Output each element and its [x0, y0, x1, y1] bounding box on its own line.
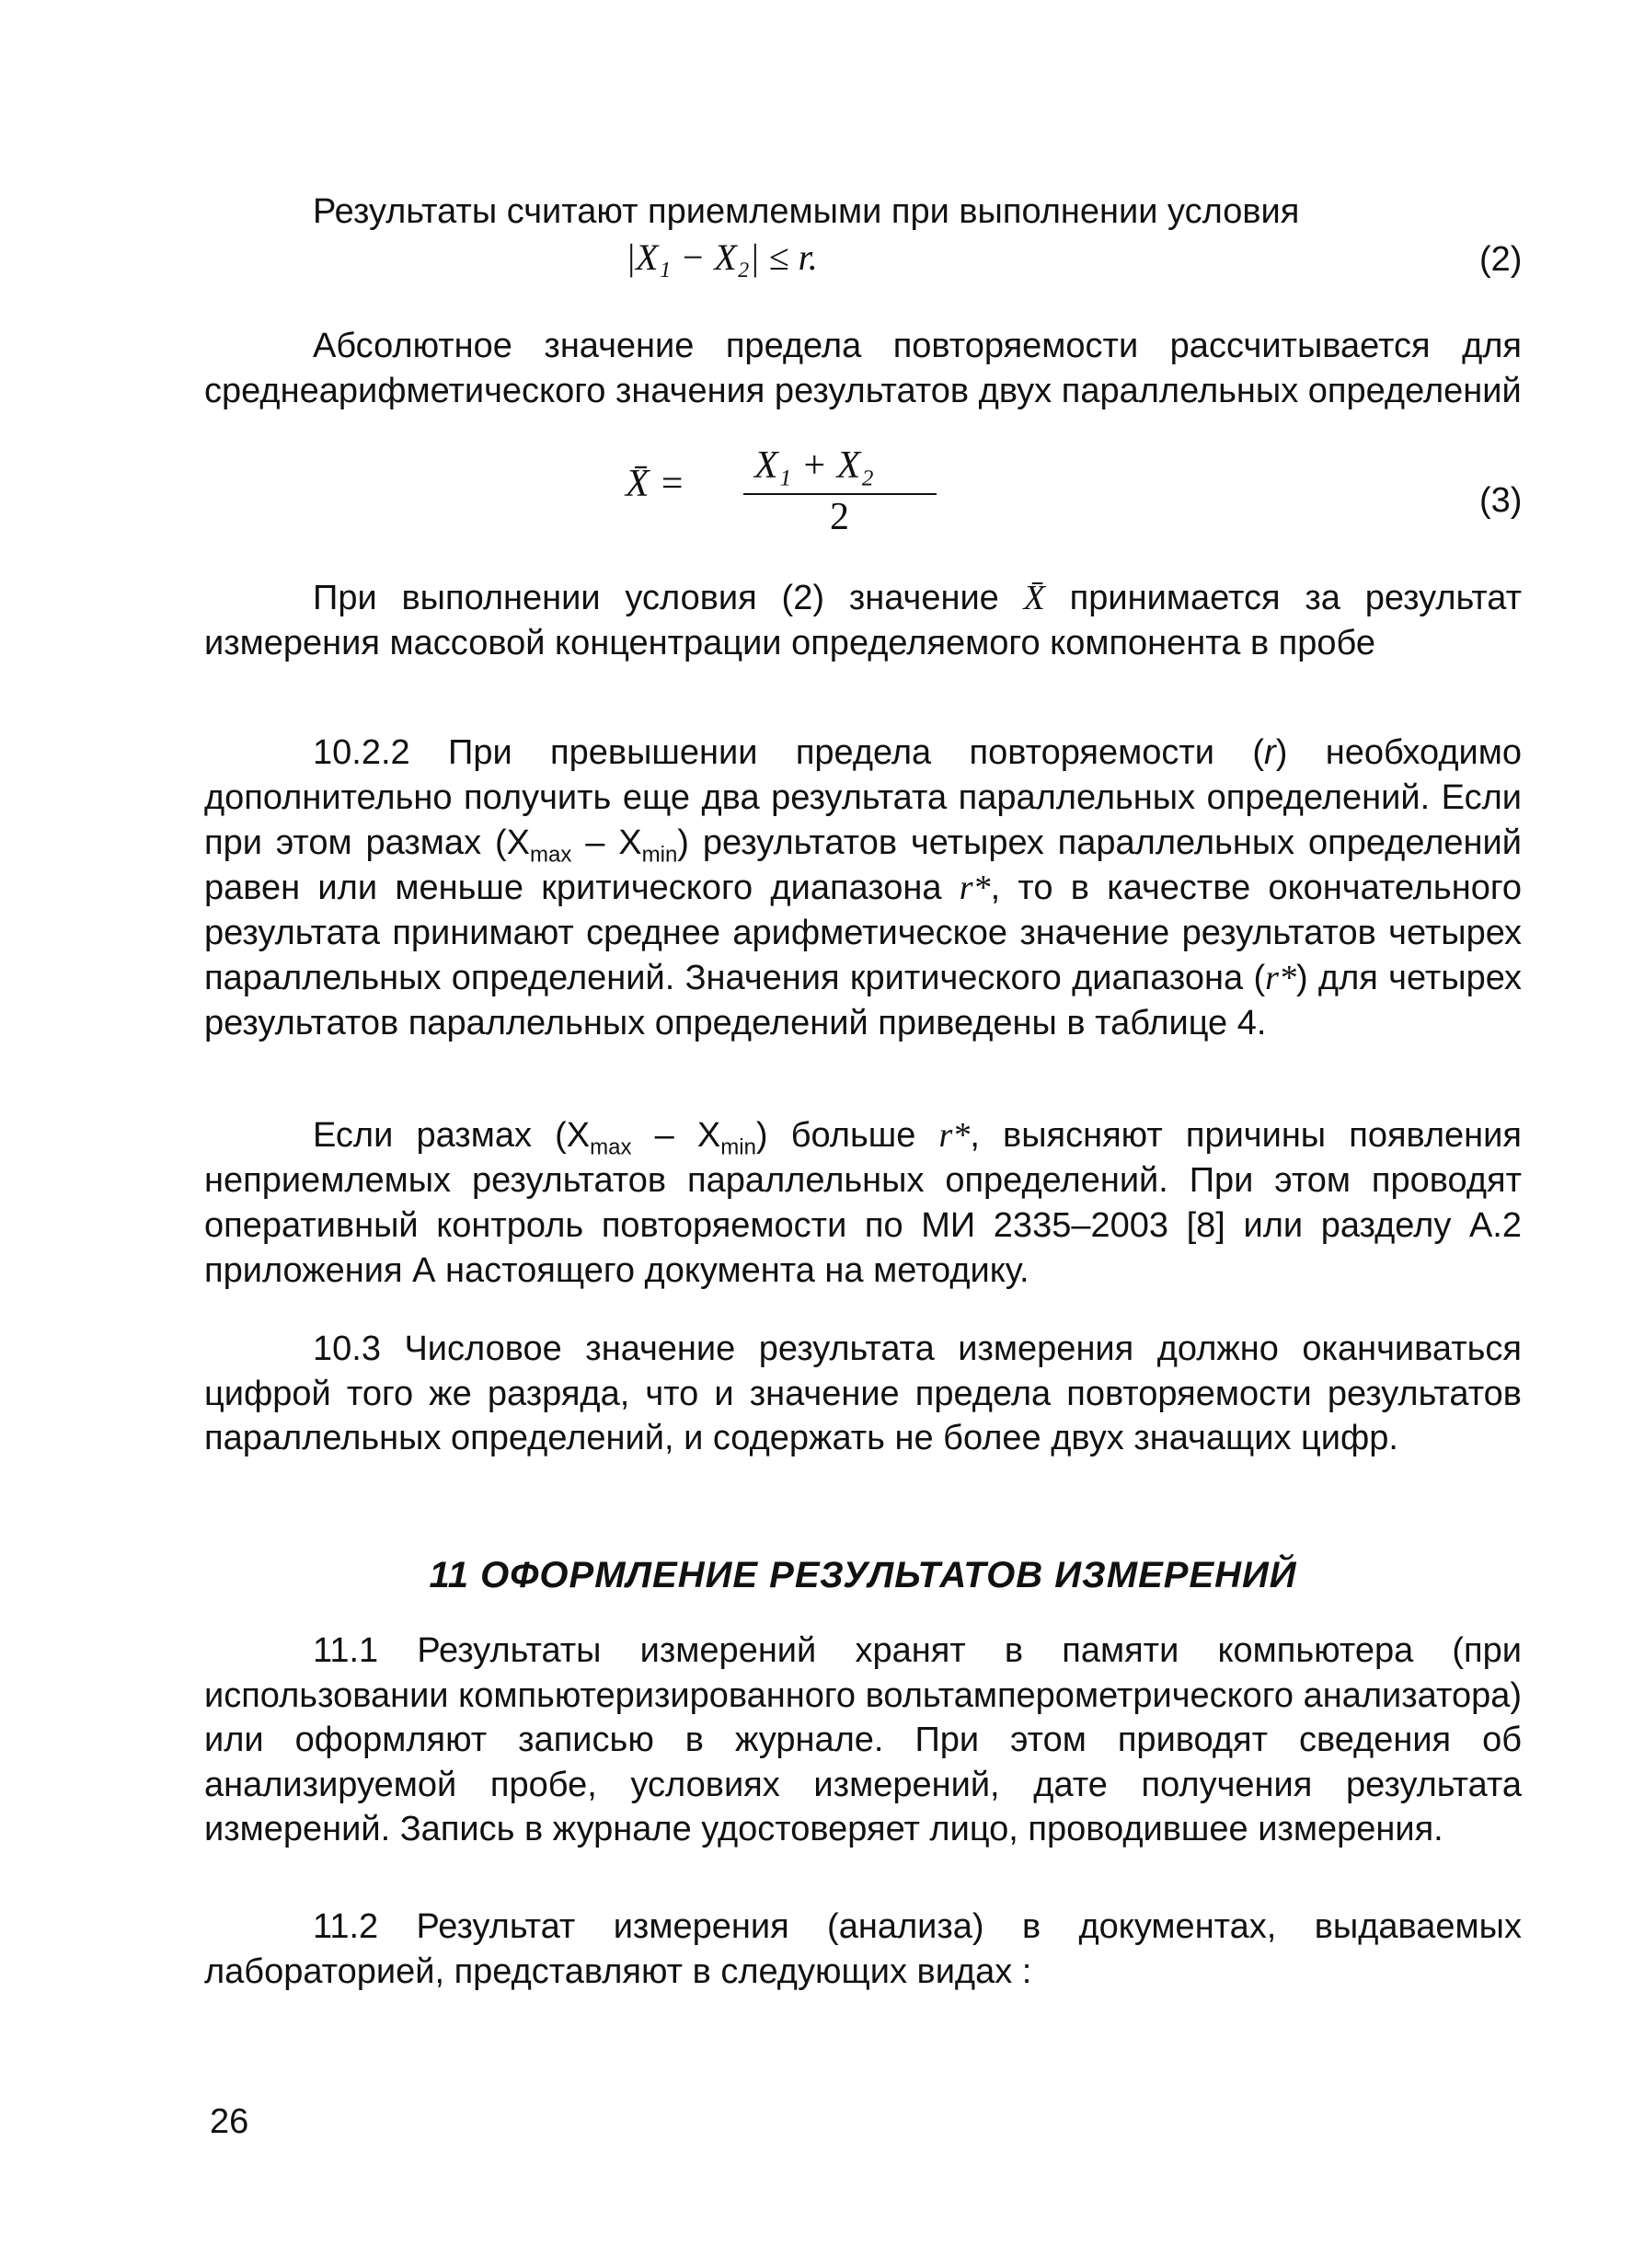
mean-lhs: X̄ =: [626, 463, 685, 505]
equation-number-3: (3): [1479, 481, 1523, 520]
section-10-2-2-paragraph-1: [204, 731, 1522, 1046]
section-11-heading: 11 ОФОРМЛЕНИЕ РЕЗУЛЬТАТОВ ИЗМЕРЕНИЙ: [429, 1555, 1297, 1595]
result-text-1: При выполнении условия (2) значение: [313, 579, 1024, 617]
condition-formula: |X₁ − X₂| ≤ r.: [626, 236, 818, 278]
s1022-rstar2: r*: [1265, 959, 1296, 997]
mean-numerator: X₁ + X₂: [754, 444, 874, 487]
s1022-p2-rstar: r*: [938, 1116, 971, 1155]
mean-paragraph: Абсолютное значение предела повторяемости рассчитывается для среднеарифметического значения результатов двух параллельных определений: [204, 327, 1522, 410]
s1022-text-a: 10.2.2 При превышении предела повторяемости (: [313, 733, 1265, 772]
s1022-p2-min: min: [720, 1134, 756, 1160]
s1022-p2-text-b: – X: [631, 1116, 721, 1155]
section-10-3-paragraph: 10.3 Числовое значение результата измерения должно оканчиваться цифрой того же разряда, что и значение предела повторяемости результатов параллельных определений, и содержать не более двух значащих цифр.: [204, 1330, 1522, 1457]
mean-denominator: 2: [830, 496, 849, 538]
section-11-1-paragraph: 11.1 Результаты измерений хранят в памяти компьютера (при использовании компьютеризированного вольтамперометрического анализатора) или оформляют записью в журнале. При этом приводят сведения об анализируемой пробе, условиях измерений, дате получения результата измерений. Запись в журнале удостоверяет лицо, проводившее измерения.: [204, 1631, 1522, 1848]
result-paragraph: [204, 576, 1522, 665]
page-number: 26: [210, 2102, 249, 2141]
s1022-text-c: – X: [571, 823, 642, 862]
s1022-text-d: ) результатов четырех параллельных определений равен или меньше критического диапазона: [204, 823, 1522, 907]
s1022-text-e: , то в качестве окончательного результата принимают среднее арифметическое значение результатов четырех параллельных определений. Значения критического диапазона (: [204, 869, 1522, 997]
s1022-rstar: r*: [959, 869, 991, 907]
s1022-p2-text-c: ) больше: [755, 1116, 939, 1155]
s1022-text-b: ) необходимо дополнительно получить еще два результата параллельных определений. Если при этом размах (X: [204, 733, 1523, 862]
s1022-min: min: [641, 842, 678, 868]
section-10-2-2-paragraph-2: [204, 1113, 1522, 1294]
section-11-2-paragraph: 11.2 Результат измерения (анализа) в документах, выдаваемых лабораторией, представляют в следующих видах :: [204, 1907, 1522, 1991]
s1022-p2-max: max: [590, 1134, 632, 1160]
s1022-r: r: [1264, 733, 1276, 772]
result-text-2: принимается за результат измерения массовой концентрации определяемого компонента в пробе: [204, 579, 1523, 662]
s1022-max: max: [529, 842, 572, 868]
s1022-text-f: ) для четырех результатов параллельных определений приведены в таблице 4.: [204, 959, 1522, 1042]
mean-symbol: X̄: [1023, 579, 1045, 617]
s1022-p2-text-a: Если размах (X: [313, 1116, 591, 1155]
s1022-p2-text-d: , выясняют причины появления неприемлемых результатов параллельных определений. При этом проводят оперативный контроль повторяемости по МИ 2335–2003 [8] или разделу А.2 приложения А настоящего документа на методику.: [204, 1116, 1522, 1290]
mean-formula: [626, 444, 957, 550]
equation-number-2: (2): [1479, 240, 1523, 279]
condition-intro: Результаты считают приемлемыми при выполнении условия: [313, 192, 1300, 231]
